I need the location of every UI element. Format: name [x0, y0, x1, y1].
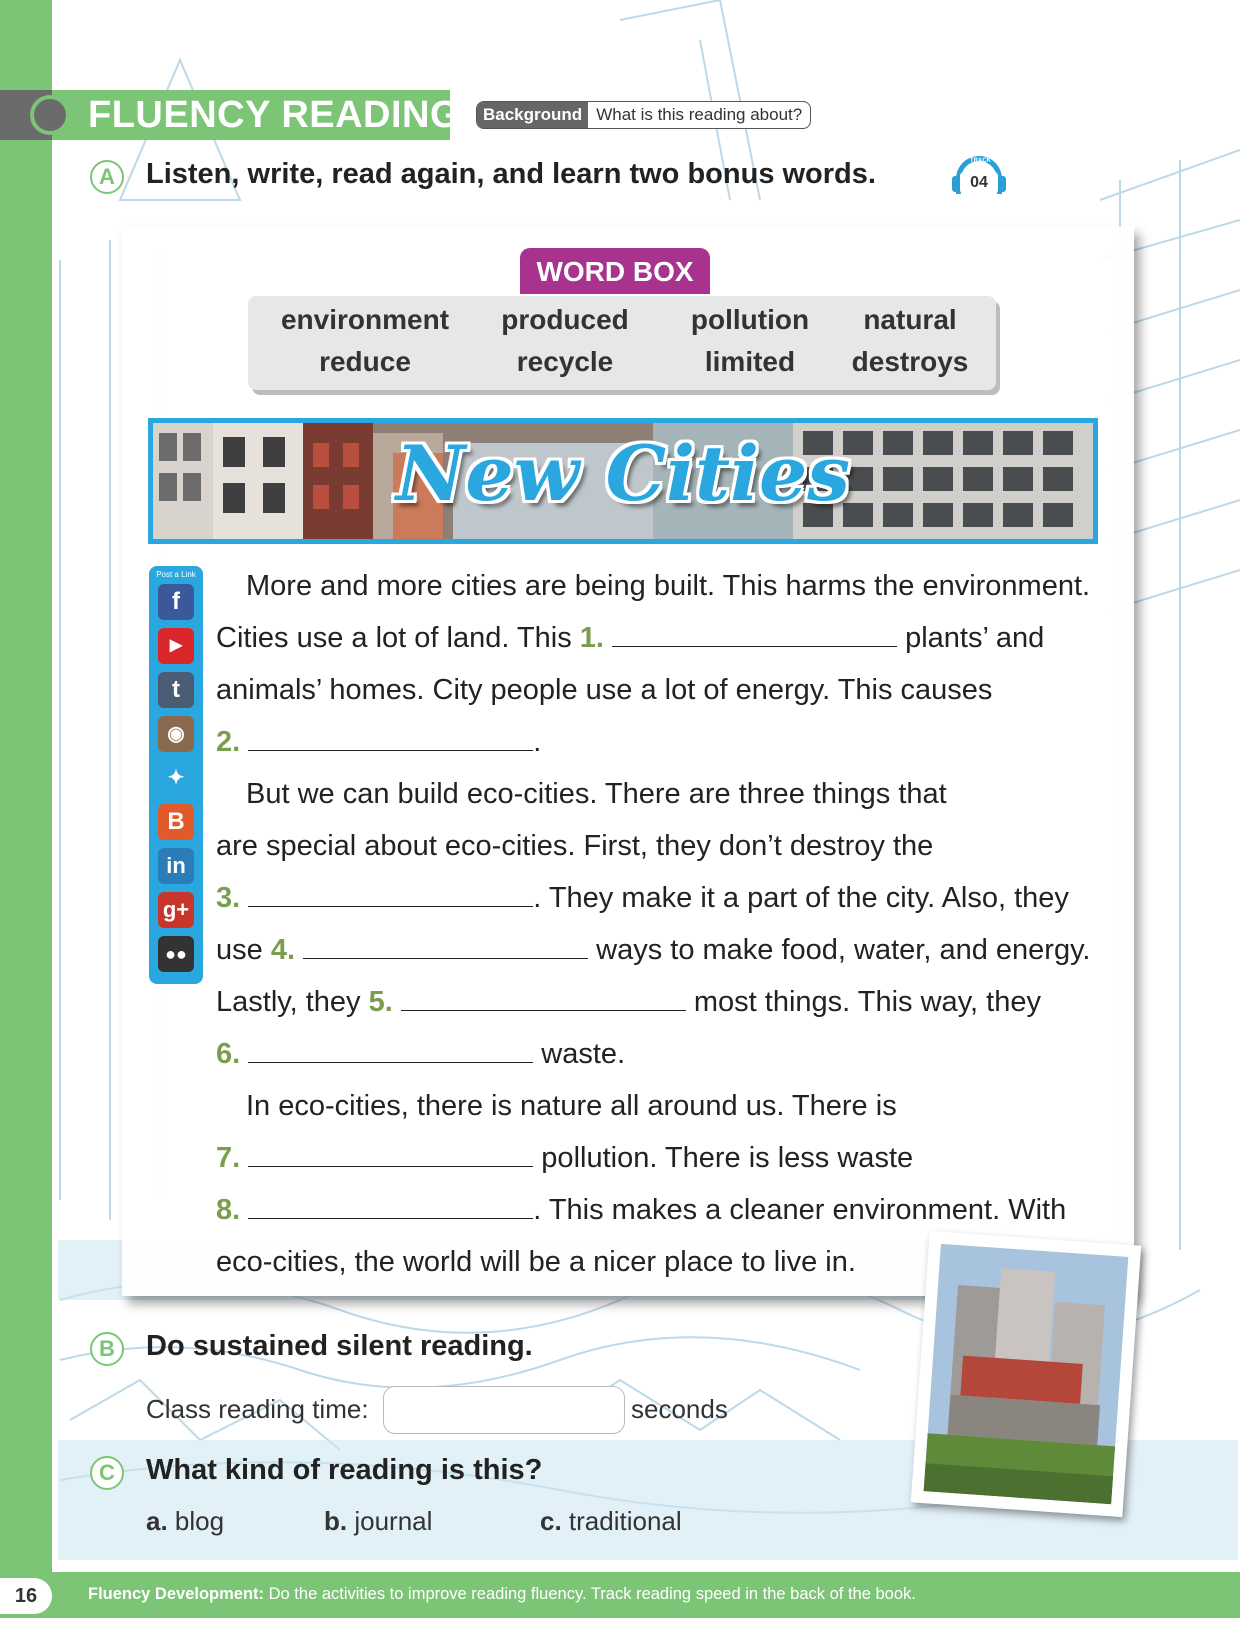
- answer-blank-3[interactable]: [248, 876, 533, 907]
- instagram-icon[interactable]: ◉: [158, 716, 194, 752]
- footer-note: [88, 1585, 916, 1604]
- eco-city-photo: [911, 1231, 1141, 1517]
- footer-text: Do the activities to improve reading fluency. Track reading speed in the back of the book.: [264, 1585, 916, 1603]
- background-pill: [476, 101, 811, 129]
- page-number: 16: [0, 1578, 52, 1614]
- passage-line: [216, 1132, 1116, 1184]
- passage-text: pollution. There is less waste: [533, 1142, 914, 1174]
- word-box-title: WORD BOX: [520, 248, 710, 294]
- reading-time-input[interactable]: [383, 1386, 625, 1434]
- section-title: FLUENCY READING: [88, 94, 461, 136]
- passage-line: [216, 716, 1116, 768]
- linkedin-icon[interactable]: in: [158, 848, 194, 884]
- word-box-word: limited: [704, 346, 796, 377]
- answer-blank-1[interactable]: [612, 616, 897, 647]
- passage-text: plants’ and: [897, 622, 1045, 654]
- blank-number: 5.: [368, 986, 393, 1018]
- blank-number: 3.: [216, 882, 241, 914]
- passage-text: Cities use a lot of land. This: [216, 622, 580, 654]
- tumblr-icon[interactable]: t: [158, 672, 194, 708]
- answer-blank-5[interactable]: [401, 980, 686, 1011]
- passage-text: . This makes a cleaner environment. With: [533, 1194, 1067, 1226]
- word-box-word: destroys: [851, 346, 969, 377]
- answer-blank-4[interactable]: [303, 928, 588, 959]
- passage-line: [216, 976, 1116, 1028]
- myspace-icon[interactable]: ●●: [158, 936, 194, 972]
- section-header-dot-icon: [30, 95, 70, 135]
- blank-number: 8.: [216, 1194, 241, 1226]
- option-letter: c.: [540, 1506, 562, 1536]
- social-share-bar: [149, 566, 203, 984]
- section-c-question: What kind of reading is this?: [146, 1454, 543, 1486]
- answer-blank-7[interactable]: [248, 1136, 533, 1167]
- passage-line: In eco-cities, there is nature all around us. There is: [246, 1090, 897, 1122]
- option-b[interactable]: [324, 1506, 432, 1537]
- blank-number: 7.: [216, 1142, 241, 1174]
- answer-blank-8[interactable]: [248, 1188, 533, 1219]
- word-box-grid: [265, 299, 985, 383]
- reading-time-label: Class reading time:: [146, 1394, 369, 1424]
- word-box-word: produced: [501, 304, 629, 335]
- twitter-icon[interactable]: ✦: [158, 760, 194, 796]
- track-label: TRACK: [970, 158, 991, 164]
- background-question: What is this reading about?: [596, 105, 803, 124]
- reading-title-banner: [148, 418, 1098, 544]
- left-margin-strip: [0, 0, 52, 1572]
- section-b-letter: B: [90, 1332, 124, 1366]
- track-number: 04: [960, 172, 998, 194]
- option-letter: b.: [324, 1506, 348, 1536]
- word-box-word: reduce: [319, 346, 411, 377]
- option-c[interactable]: [540, 1506, 682, 1537]
- option-text: traditional: [568, 1506, 682, 1536]
- option-text: journal: [354, 1506, 433, 1536]
- youtube-icon[interactable]: ▶: [158, 628, 194, 664]
- blank-number: 1.: [579, 622, 604, 654]
- passage-line: More and more cities are being built. This harms the environment.: [246, 570, 1091, 602]
- passage-line: [216, 872, 1116, 924]
- passage-text: waste.: [533, 1038, 626, 1070]
- passage-line: eco-cities, the world will be a nicer place to live in.: [216, 1246, 856, 1278]
- passage-text: most things. This way, they: [685, 986, 1041, 1018]
- passage-text: use: [216, 934, 271, 966]
- reading-title: New Cities: [395, 429, 851, 518]
- section-a-instruction: Listen, write, read again, and learn two bonus words.: [146, 158, 876, 190]
- passage-line: [216, 612, 1116, 664]
- option-a[interactable]: [146, 1506, 224, 1537]
- answer-blank-2[interactable]: [248, 720, 533, 751]
- eco-city-buildings-image: [924, 1244, 1129, 1505]
- footer-label: Fluency Development:: [88, 1585, 265, 1603]
- blank-number: 2.: [216, 726, 241, 758]
- google-plus-icon[interactable]: g+: [158, 892, 194, 928]
- social-caption: Post a Link: [156, 570, 196, 579]
- section-c-letter: C: [90, 1456, 124, 1490]
- passage-line: are special about eco-cities. First, they don’t destroy the: [216, 830, 934, 862]
- section-a-letter: A: [90, 160, 124, 194]
- blogger-icon[interactable]: B: [158, 804, 194, 840]
- background-label: Background: [477, 102, 588, 128]
- blank-number: 4.: [270, 934, 296, 966]
- option-letter: a.: [146, 1506, 168, 1536]
- facebook-icon[interactable]: f: [158, 584, 194, 620]
- word-box-word: environment: [280, 304, 450, 335]
- passage-text: Lastly, they: [216, 986, 369, 1018]
- passage-line: [216, 1184, 1116, 1236]
- passage-text: ways to make food, water, and energy.: [588, 934, 1091, 966]
- audio-track-headphones-icon[interactable]: [950, 152, 1008, 198]
- word-box-word: recycle: [516, 346, 614, 377]
- blank-number: 6.: [216, 1038, 241, 1070]
- passage-line: But we can build eco-cities. There are three things that: [246, 778, 947, 810]
- passage-line: animals’ homes. City people use a lot of energy. This causes: [216, 674, 993, 706]
- reading-time-unit: seconds: [631, 1394, 728, 1424]
- passage-line: [216, 924, 1116, 976]
- word-box-word: pollution: [690, 304, 810, 335]
- section-b-instruction: Do sustained silent reading.: [146, 1330, 533, 1362]
- passage-text: . They make it a part of the city. Also, they: [533, 882, 1069, 914]
- passage-text: .: [533, 726, 542, 758]
- passage-line: [216, 1028, 1116, 1080]
- option-text: blog: [174, 1506, 225, 1536]
- answer-blank-6[interactable]: [248, 1032, 533, 1063]
- word-box-word: natural: [863, 304, 957, 335]
- reading-passage: [216, 560, 1116, 1288]
